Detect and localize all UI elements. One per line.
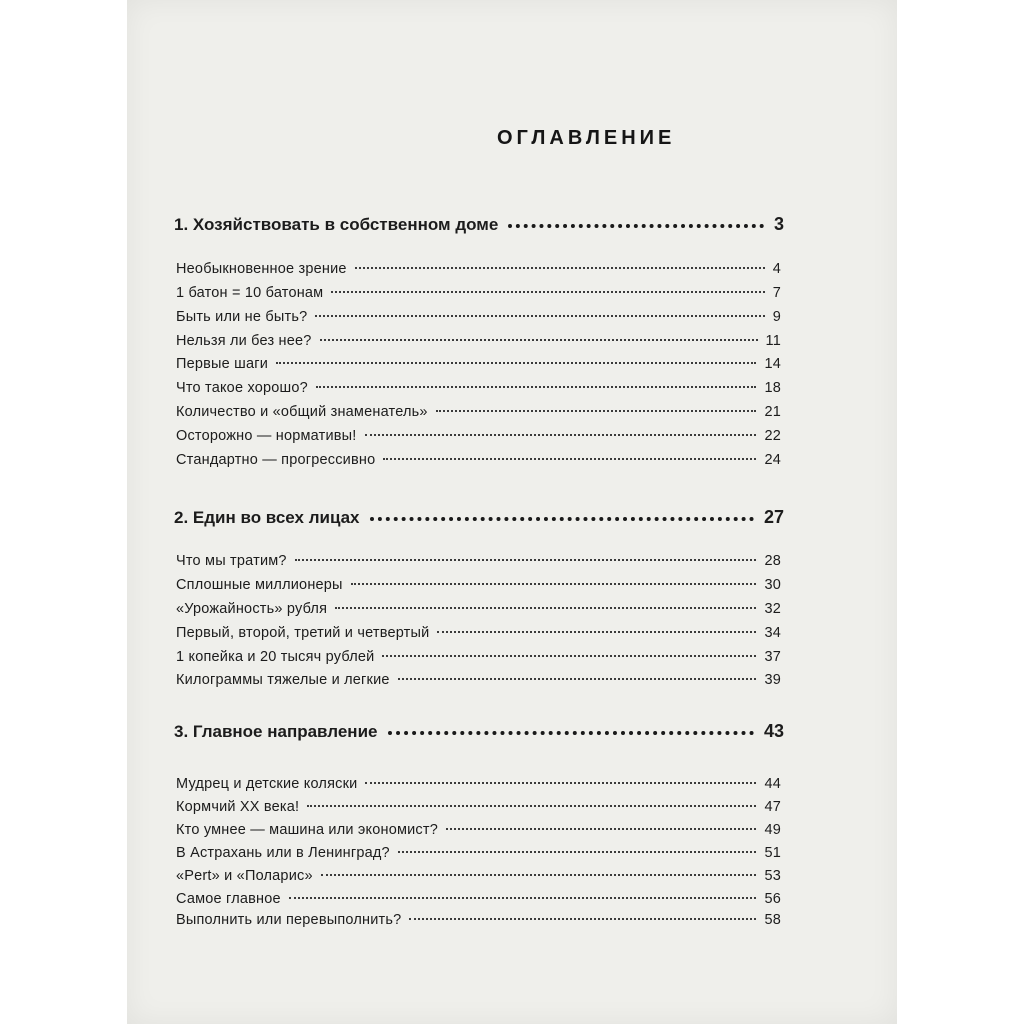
entry-title: 1 копейка и 20 тысяч рублей bbox=[176, 649, 375, 665]
dot-leader bbox=[351, 583, 757, 585]
dot-leader bbox=[355, 267, 765, 269]
dot-leader bbox=[365, 782, 756, 784]
entry-title: Выполнить или перевыполнить? bbox=[176, 912, 402, 928]
entry-title: Нельзя ли без нее? bbox=[176, 333, 312, 349]
entry-page-number: 53 bbox=[764, 868, 781, 884]
chapter-1-line bbox=[174, 214, 784, 235]
dot-leader bbox=[437, 631, 756, 633]
chapter-title: 3. Главное направление bbox=[174, 722, 378, 741]
entry-page-number: 21 bbox=[764, 404, 781, 420]
page-title: ОГЛАВЛЕНИЕ bbox=[497, 127, 676, 149]
dot-leader bbox=[321, 874, 757, 876]
entry-page-number: 11 bbox=[765, 333, 781, 349]
dot-leader bbox=[398, 851, 757, 853]
dot-leader bbox=[307, 805, 756, 807]
entry-title: Быть или не быть? bbox=[176, 309, 308, 325]
dot-leader bbox=[383, 458, 756, 460]
toc-entry bbox=[176, 912, 781, 928]
chapter-title: 1. Хозяйствовать в собственном доме bbox=[174, 215, 499, 234]
entry-title: Килограммы тяжелые и легкие bbox=[176, 672, 390, 688]
dot-leader bbox=[446, 828, 756, 830]
toc-entry bbox=[176, 672, 781, 688]
entry-page-number: 22 bbox=[764, 428, 781, 444]
toc-entry bbox=[176, 868, 781, 884]
entry-page-number: 4 bbox=[772, 261, 781, 277]
entry-page-number: 51 bbox=[764, 845, 781, 861]
entry-title: Сплошные миллионеры bbox=[176, 577, 343, 593]
chapter-page-number: 27 bbox=[763, 507, 784, 527]
entry-page-number: 14 bbox=[764, 356, 781, 372]
entry-title: 1 батон = 10 батонам bbox=[176, 285, 324, 301]
entry-page-number: 44 bbox=[764, 776, 781, 792]
toc-entry bbox=[176, 822, 781, 838]
dot-leader bbox=[382, 655, 756, 657]
entry-title: Первые шаги bbox=[176, 356, 269, 372]
toc-entry bbox=[176, 261, 781, 277]
toc-entry bbox=[176, 356, 781, 372]
entry-title: Что мы тратим? bbox=[176, 553, 287, 569]
dot-leader bbox=[320, 339, 758, 341]
entry-title: Кто умнее — машина или экономист? bbox=[176, 822, 438, 838]
entry-page-number: 39 bbox=[764, 672, 781, 688]
chapter-page-number: 3 bbox=[773, 214, 784, 234]
toc-entry bbox=[176, 428, 781, 444]
entry-page-number: 32 bbox=[764, 601, 781, 617]
toc-entry bbox=[176, 333, 781, 349]
entry-title: Осторожно — нормативы! bbox=[176, 428, 357, 444]
entry-page-number: 18 bbox=[764, 380, 781, 396]
chapter-2-line bbox=[174, 507, 784, 528]
entry-title: В Астрахань или в Ленинград? bbox=[176, 845, 390, 861]
dot-leader bbox=[409, 918, 756, 920]
toc-entry bbox=[176, 799, 781, 815]
dot-leader bbox=[295, 559, 757, 561]
entry-title: «Урожайность» рубля bbox=[176, 601, 328, 617]
entry-page-number: 28 bbox=[764, 553, 781, 569]
toc-entry bbox=[176, 309, 781, 325]
entry-page-number: 47 bbox=[764, 799, 781, 815]
dot-leader bbox=[388, 731, 754, 735]
dot-leader bbox=[508, 224, 764, 228]
toc-entry bbox=[176, 380, 781, 396]
entry-title: Необыкновенное зрение bbox=[176, 261, 347, 277]
toc-entry bbox=[176, 649, 781, 665]
entry-title: Количество и «общий знаменатель» bbox=[176, 404, 428, 420]
toc-entry bbox=[176, 845, 781, 861]
dot-leader bbox=[398, 678, 757, 680]
dot-leader bbox=[276, 362, 756, 364]
toc-entry bbox=[176, 404, 781, 420]
entry-page-number: 24 bbox=[764, 452, 781, 468]
entry-title: Самое главное bbox=[176, 891, 281, 907]
chapter-3-line bbox=[174, 721, 784, 742]
toc-entry bbox=[176, 891, 781, 907]
toc-entry bbox=[176, 452, 781, 468]
entry-title: Кормчий XX века! bbox=[176, 799, 300, 815]
dot-leader bbox=[370, 517, 754, 521]
toc-entry bbox=[176, 776, 781, 792]
toc-entry bbox=[176, 577, 781, 593]
entry-page-number: 30 bbox=[764, 577, 781, 593]
toc-entry bbox=[176, 601, 781, 617]
dot-leader bbox=[316, 386, 757, 388]
entry-page-number: 58 bbox=[764, 912, 781, 928]
toc-entry bbox=[176, 285, 781, 301]
chapter-page-number: 43 bbox=[763, 721, 784, 741]
entry-page-number: 37 bbox=[764, 649, 781, 665]
dot-leader bbox=[436, 410, 757, 412]
dot-leader bbox=[289, 897, 757, 899]
entry-title: Стандартно — прогрессивно bbox=[176, 452, 376, 468]
toc-entry bbox=[176, 625, 781, 641]
dot-leader bbox=[331, 291, 764, 293]
chapter-title: 2. Един во всех лицах bbox=[174, 508, 360, 527]
entry-page-number: 56 bbox=[764, 891, 781, 907]
entry-title: Первый, второй, третий и четвертый bbox=[176, 625, 430, 641]
dot-leader bbox=[335, 607, 756, 609]
entry-title: «Pert» и «Поларис» bbox=[176, 868, 313, 884]
entry-page-number: 9 bbox=[772, 309, 781, 325]
entry-page-number: 34 bbox=[764, 625, 781, 641]
entry-title: Мудрец и детские коляски bbox=[176, 776, 358, 792]
entry-page-number: 49 bbox=[764, 822, 781, 838]
dot-leader bbox=[315, 315, 764, 317]
entry-page-number: 7 bbox=[772, 285, 781, 301]
dot-leader bbox=[365, 434, 757, 436]
entry-title: Что такое хорошо? bbox=[176, 380, 308, 396]
toc-entry bbox=[176, 553, 781, 569]
